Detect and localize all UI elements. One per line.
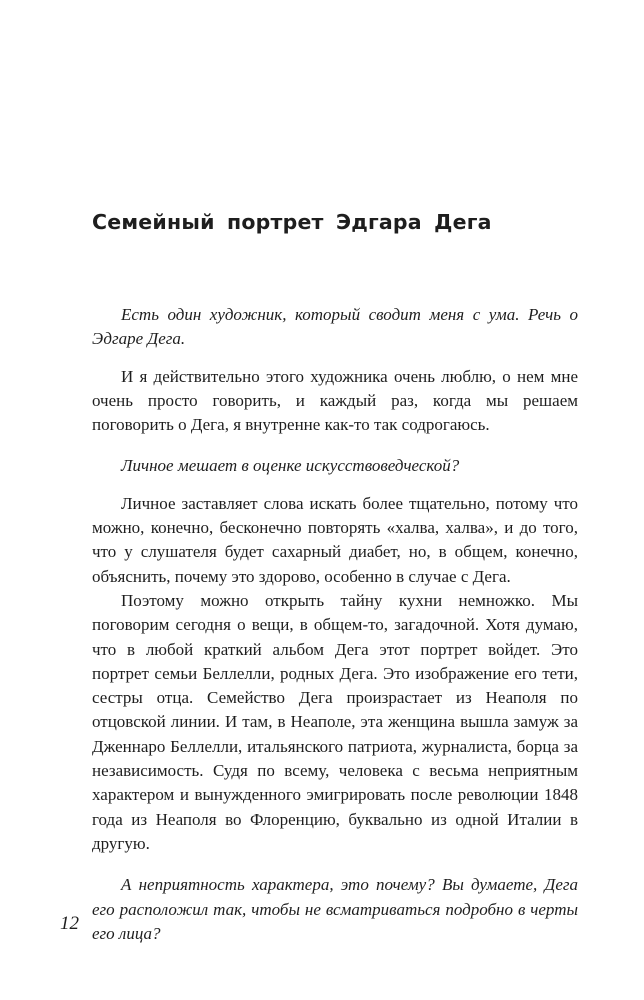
question-paragraph: Есть один художник, который сводит меня с ума. Речь о Эдгаре Дега. bbox=[92, 305, 578, 349]
body-text bbox=[92, 303, 578, 946]
answer-paragraph: И я действительно этого художника очень люблю, о нем мне очень просто говорить, и каждый раз, когда мы решаем поговорить о Дега, я внутренне как-то так содрогаюсь. bbox=[92, 366, 578, 435]
question-paragraph: А неприятность характера, это почему? Вы думаете, Дега его расположил так, чтобы не всматриваться подробно в черты его лица? bbox=[92, 875, 578, 943]
chapter-title: Семейный портрет Эдгара Дега bbox=[92, 210, 492, 234]
page-number: 12 bbox=[60, 913, 79, 934]
answer-paragraph: Поэтому можно открыть тайну кухни немножко. Мы поговорим сегодня о вещи, в общем-то, загадочной. Хотя думаю, что в любой краткий альбом Дега этот портрет войдет. Это портрет семьи Беллелли, родных Дега. Это изображение его тети, сестры отца. Семейство Дега произрастает из Неаполя по отцовской линии. И там, в Неаполе, эта женщина вышла замуж за Дженнаро Беллелли, итальянского патриота, журналиста, борца за независимость. Судя по всему, человека с весьма неприятным характером и вынужденного эмигрировать после революции 1848 года из Неаполя во Флоренцию, буквально из одной Италии в другую. bbox=[92, 590, 578, 853]
question-paragraph: Личное мешает в оценке искусствоведческой? bbox=[121, 456, 460, 476]
answer-paragraph: Личное заставляет слова искать более тщательно, потому что можно, конечно, бесконечно повторять «халва, халва», и до того, что у слушателя будет сахарный диабет, но, в общем, конечно, объяснить, почему это здорово, особенно в случае с Дега. bbox=[92, 493, 578, 586]
